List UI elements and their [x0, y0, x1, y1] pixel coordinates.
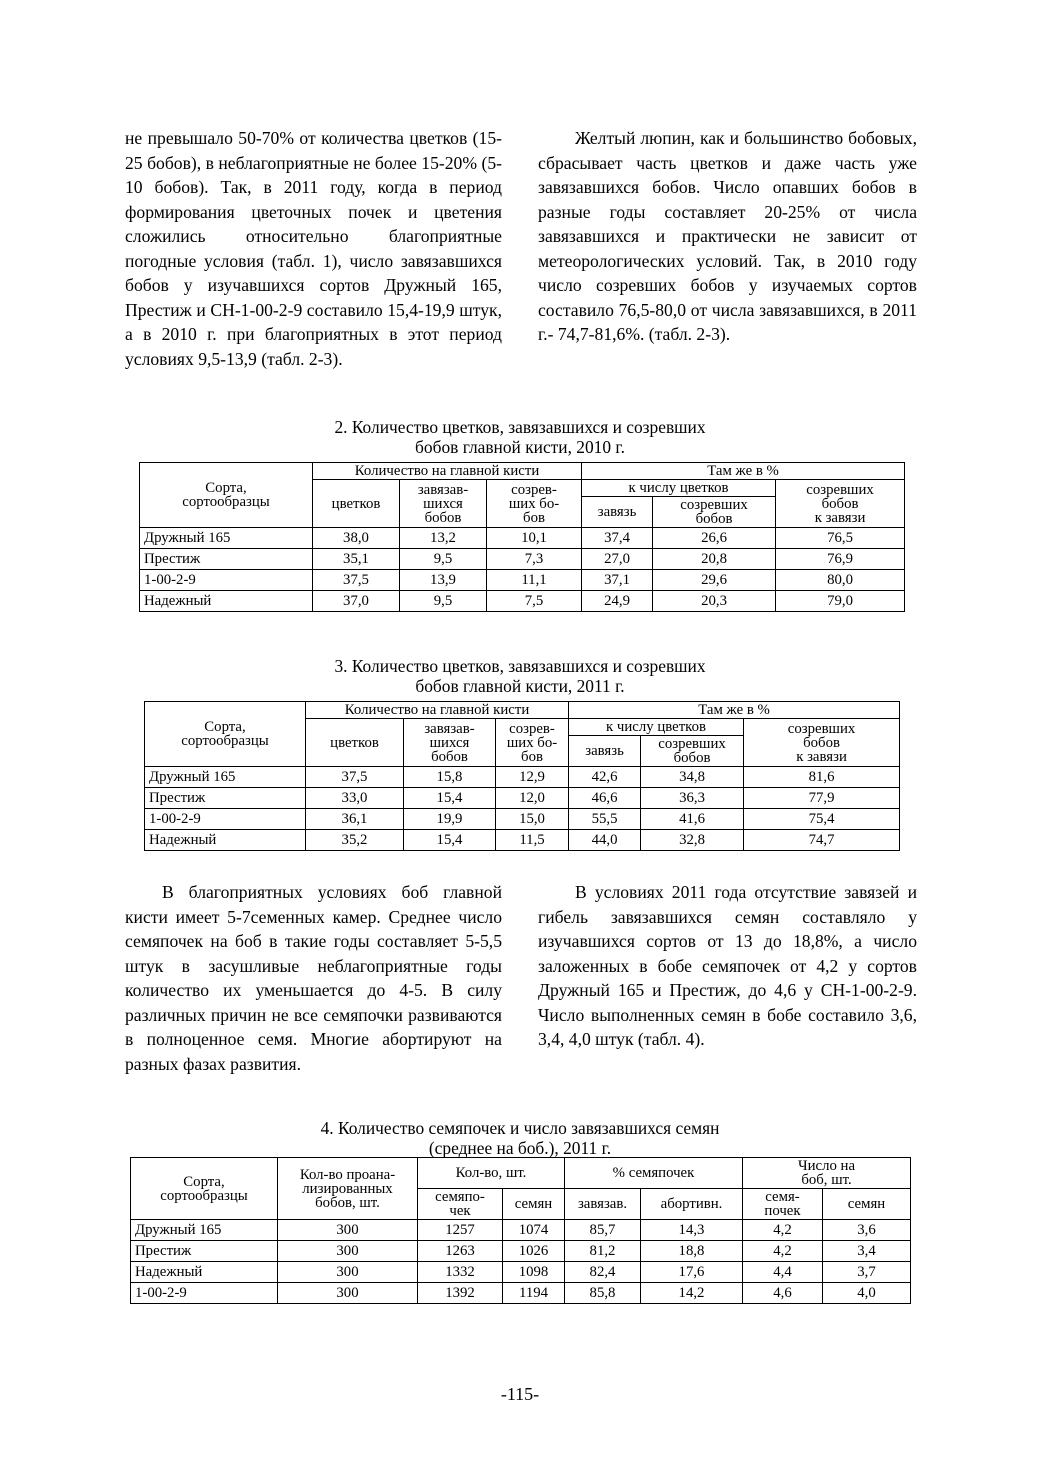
header-ripe-to-set: созревших бобов к завязи [776, 480, 905, 528]
text-column-right-top [538, 126, 917, 347]
cell: 37,5 [313, 570, 400, 591]
header-ripe-pods-pct: созревших бобов [641, 736, 744, 767]
cell: 4,6 [743, 1283, 823, 1304]
header-flowers: цветков [313, 480, 400, 528]
header-ripe-to-set: созревших бобов к завязи [744, 719, 900, 767]
cell: Дружный 165 [131, 1220, 278, 1241]
cell: 32,8 [641, 830, 744, 851]
paragraph: В благоприятных условиях боб главной кисти имеет 5-7семенных камер. Среднее число семяпочек на боб в такие годы составляет 5-5,5 штук в засушливые неблагоприятные годы количество их уменьшается до 4-5. В силу различных причин не все семяпочки развиваются в полноценное семя. Многие абортируют на разных фазах развития. [125, 882, 502, 1074]
header-set: завязав. [565, 1189, 641, 1220]
caption-line: бобов главной кисти, 2011 г. [415, 676, 625, 696]
cell: 34,8 [641, 767, 744, 788]
cell: 14,2 [641, 1283, 743, 1304]
cell: 81,2 [565, 1241, 641, 1262]
cell: 11,5 [496, 830, 569, 851]
table-row [131, 1220, 911, 1241]
paragraph: В условиях 2011 года отсутствие завязей и гибель завязавшихся семян составляло у изучавшихся сортов от 13 до 18,8%, а число заложенных в бобе семяпочек от 4,2 у сортов Дружный 165 и Престиж, до 4,6 у СН-1-00-2-9. Число выполненных семян в бобе составило 3,6, 3,4, 4,0 штук (табл. 4). [538, 882, 917, 1049]
cell: 300 [278, 1220, 418, 1241]
cell: 81,6 [744, 767, 900, 788]
header-set-pods: завязав- шихся бобов [400, 480, 487, 528]
cell: 3,7 [823, 1262, 911, 1283]
cell: 1194 [503, 1283, 565, 1304]
cell: 14,3 [641, 1220, 743, 1241]
table-row [145, 830, 900, 851]
cell: 12,0 [496, 788, 569, 809]
cell: 1098 [503, 1262, 565, 1283]
cell: 18,8 [641, 1241, 743, 1262]
cell: 37,5 [306, 767, 404, 788]
header-count-main-raceme: Количество на главной кисти [313, 463, 582, 480]
cell: Престиж [145, 788, 306, 809]
header-cultivars: Сорта, сортообразцы [131, 1158, 278, 1220]
cell: Дружный 165 [140, 528, 313, 549]
cell: 76,9 [776, 549, 905, 570]
cell: 9,5 [400, 549, 487, 570]
header-ovules: семяпо- чек [418, 1189, 503, 1220]
cell: 15,4 [404, 830, 496, 851]
cell: 3,4 [823, 1241, 911, 1262]
cell: 11,1 [487, 570, 582, 591]
cell: 74,7 [744, 830, 900, 851]
header-analysed-pods: Кол-во проана- лизированных бобов, шт. [278, 1158, 418, 1220]
cell: 41,6 [641, 809, 744, 830]
table-3-caption [200, 656, 840, 696]
cell: 13,2 [400, 528, 487, 549]
cell: 1-00-2-9 [131, 1283, 278, 1304]
header-ovules-per-pod: семя- почек [743, 1189, 823, 1220]
cell: 75,4 [744, 809, 900, 830]
cell: Престиж [140, 549, 313, 570]
cell: 4,4 [743, 1262, 823, 1283]
table-row [145, 767, 900, 788]
cell: 76,5 [776, 528, 905, 549]
cell: 3,6 [823, 1220, 911, 1241]
cell: 24,9 [582, 591, 653, 612]
header-count-main-raceme: Количество на главной кисти [306, 702, 569, 719]
table-row [140, 591, 905, 612]
caption-line: (среднее на боб.), 2011 г. [428, 1138, 612, 1158]
header-flowers: цветков [306, 719, 404, 767]
cell: 82,4 [565, 1262, 641, 1283]
header-per-pod: Число на боб, шт. [743, 1158, 911, 1189]
table-row [131, 1241, 911, 1262]
header-cultivars: Сорта, сортообразцы [140, 463, 313, 528]
cell: 1263 [418, 1241, 503, 1262]
cell: 29,6 [653, 570, 776, 591]
header-cultivars: Сорта, сортообразцы [145, 702, 306, 767]
cell: 37,4 [582, 528, 653, 549]
cell: Надежный [145, 830, 306, 851]
table-4-caption [180, 1118, 860, 1158]
cell: 35,2 [306, 830, 404, 851]
cell: 15,8 [404, 767, 496, 788]
header-ovule-percent: % семяпочек [565, 1158, 743, 1189]
table-row [131, 1283, 911, 1304]
table-row [140, 549, 905, 570]
table-2-caption [200, 417, 840, 457]
cell: Надежный [131, 1262, 278, 1283]
table-row [145, 788, 900, 809]
cell: 85,7 [565, 1220, 641, 1241]
table-row [140, 570, 905, 591]
paragraph: Желтый люпин, как и большинство бобовых, сбрасывает часть цветков и даже часть уже завязавшихся бобов. Число опавших бобов в разные годы составляет 20-25% от числа завязавшихся и практически не зависит от метеорологических условий. Так, в 2010 году число созревших бобов у изучаемых сортов составило 76,5-80,0 от числа завязавшихся, в 2011 г.- 74,7-81,6%. (табл. 2-3). [538, 128, 917, 344]
text-column-left-bottom [125, 880, 502, 1076]
cell: 1-00-2-9 [140, 570, 313, 591]
cell: Надежный [140, 591, 313, 612]
cell: 1332 [418, 1262, 503, 1283]
header-seeds: семян [503, 1189, 565, 1220]
caption-line: бобов главной кисти, 2010 г. [415, 437, 625, 457]
cell: 1074 [503, 1220, 565, 1241]
cell: 20,8 [653, 549, 776, 570]
cell: 38,0 [313, 528, 400, 549]
cell: 27,0 [582, 549, 653, 570]
header-of-flowers: к числу цветков [582, 480, 776, 497]
header-ripe-pods: созрев- ших бо- бов [487, 480, 582, 528]
table-3 [144, 701, 900, 851]
cell: 44,0 [569, 830, 641, 851]
caption-line: 2. Количество цветков, завязавшихся и созревших [334, 417, 706, 437]
caption-line: 3. Количество цветков, завязавшихся и созревших [334, 656, 706, 676]
cell: 1026 [503, 1241, 565, 1262]
header-of-flowers: к числу цветков [569, 719, 744, 736]
cell: 35,1 [313, 549, 400, 570]
cell: 80,0 [776, 570, 905, 591]
table-row [140, 528, 905, 549]
header-ripe-pods: созрев- ших бо- бов [496, 719, 569, 767]
cell: 46,6 [569, 788, 641, 809]
header-ripe-pods-pct: созревших бобов [653, 497, 776, 528]
cell: 1392 [418, 1283, 503, 1304]
header-set-pods: завязав- шихся бобов [404, 719, 496, 767]
cell: 26,6 [653, 528, 776, 549]
cell: 1257 [418, 1220, 503, 1241]
cell: 10,1 [487, 528, 582, 549]
cell: 85,8 [565, 1283, 641, 1304]
cell: 15,4 [404, 788, 496, 809]
cell: 7,3 [487, 549, 582, 570]
cell: 300 [278, 1283, 418, 1304]
text-column-left-top [125, 126, 502, 371]
caption-line: 4. Количество семяпочек и число завязавшихся семян [320, 1118, 720, 1138]
cell: Престиж [131, 1241, 278, 1262]
header-aborted: абортивн. [641, 1189, 743, 1220]
header-set: завязь [569, 736, 641, 767]
text-column-right-bottom [538, 880, 917, 1052]
header-percent: Там же в % [569, 702, 900, 719]
cell: 15,0 [496, 809, 569, 830]
cell: 1-00-2-9 [145, 809, 306, 830]
cell: 300 [278, 1262, 418, 1283]
table-4 [130, 1157, 911, 1304]
header-seeds-per-pod: семян [823, 1189, 911, 1220]
cell: 13,9 [400, 570, 487, 591]
cell: 7,5 [487, 591, 582, 612]
header-set: завязь [582, 497, 653, 528]
cell: 17,6 [641, 1262, 743, 1283]
cell: 42,6 [569, 767, 641, 788]
cell: 33,0 [306, 788, 404, 809]
table-row [131, 1262, 911, 1283]
cell: 37,1 [582, 570, 653, 591]
paragraph: не превышало 50-70% от количества цветков (15-25 бобов), в неблагоприятные не более 15-20% (5-10 бобов). Так, в 2011 году, когда в период формирования цветочных почек и цветения сложились относительно благоприятные погодные условия (табл. 1), число завязавшихся бобов у изучавшихся сортов Дружный 165, Престиж и СН-1-00-2-9 составило 15,4-19,9 штук, а в 2010 г. при благоприятных в этот период условиях 9,5-13,9 (табл. 2-3). [125, 128, 502, 369]
cell: 36,3 [641, 788, 744, 809]
table-row [145, 809, 900, 830]
cell: 4,2 [743, 1241, 823, 1262]
cell: Дружный 165 [145, 767, 306, 788]
table-2 [139, 462, 905, 612]
header-count-pcs: Кол-во, шт. [418, 1158, 565, 1189]
cell: 9,5 [400, 591, 487, 612]
header-percent: Там же в % [582, 463, 905, 480]
cell: 37,0 [313, 591, 400, 612]
cell: 79,0 [776, 591, 905, 612]
cell: 4,0 [823, 1283, 911, 1304]
cell: 77,9 [744, 788, 900, 809]
page-number: -115- [500, 1384, 540, 1404]
cell: 20,3 [653, 591, 776, 612]
cell: 300 [278, 1241, 418, 1262]
cell: 12,9 [496, 767, 569, 788]
cell: 55,5 [569, 809, 641, 830]
cell: 19,9 [404, 809, 496, 830]
cell: 36,1 [306, 809, 404, 830]
cell: 4,2 [743, 1220, 823, 1241]
